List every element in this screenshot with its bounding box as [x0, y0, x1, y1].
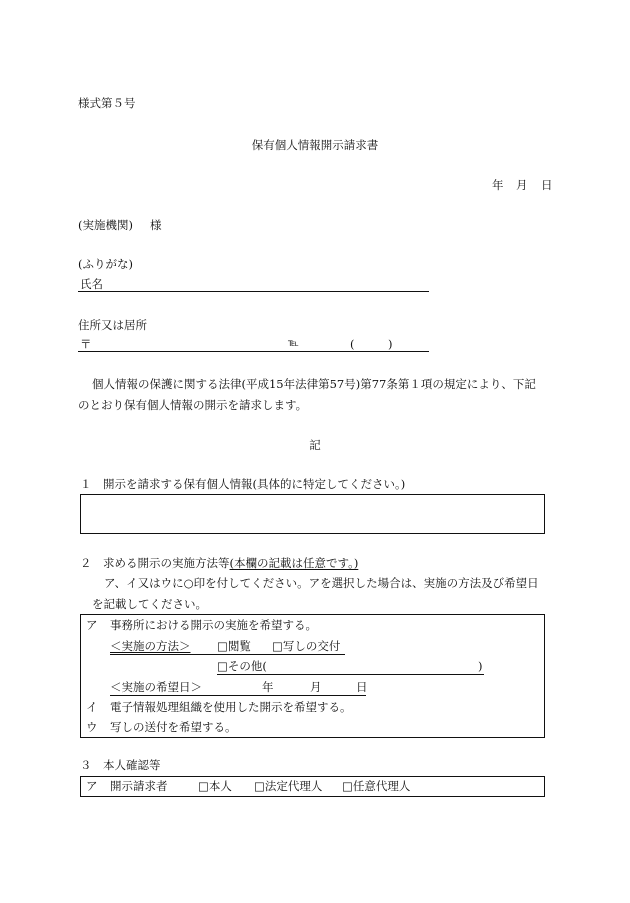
section3-heading: ３ 本人確認等 — [80, 758, 161, 772]
option-b-text: 電子情報処理組織を使用した開示を希望する。 — [110, 700, 352, 714]
name-label: 氏名 — [80, 277, 103, 291]
method-underline — [110, 654, 345, 655]
other-close-paren: ) — [478, 659, 483, 673]
option-b-marker[interactable]: イ — [86, 700, 98, 714]
method-label: ＜実施の方法＞ — [110, 639, 191, 653]
document-title: 保有個人情報開示請求書 — [251, 138, 379, 152]
desired-day-label: 日 — [356, 680, 368, 694]
section1-input-box[interactable] — [80, 494, 545, 534]
option-a-text: 事務所における開示の実施を希望する。 — [110, 618, 317, 632]
checkbox-view[interactable]: □閲覧 — [217, 639, 251, 653]
name-underline[interactable] — [78, 291, 429, 292]
desired-year-label: 年 — [262, 680, 274, 694]
section3-row-marker: ア — [86, 779, 98, 793]
option-a-marker[interactable]: ア — [86, 618, 98, 632]
checkbox-legal-representative[interactable]: □法定代理人 — [254, 779, 323, 793]
date-day-label: 日 — [541, 178, 553, 192]
furigana-label: (ふりがな) — [78, 257, 133, 271]
section2-instruction2: を記載してください。 — [92, 597, 207, 611]
desired-month-label: 月 — [310, 680, 322, 694]
section1-heading: １ 開示を請求する保有個人情報(具体的に特定してください。) — [80, 477, 406, 491]
section2-heading-main: ２ 求める開示の実施方法等 — [80, 556, 230, 570]
checkbox-self[interactable]: □本人 — [198, 779, 232, 793]
tel-paren-close: ) — [388, 337, 393, 351]
body-text-line1: 個人情報の保護に関する法律(平成15年法律第57号)第77条第１項の規定により、下記 — [92, 377, 536, 391]
addressee-agency: (実施機関) — [78, 218, 133, 232]
option-c-text: 写しの送付を希望する。 — [110, 720, 237, 734]
addressee-honorific: 様 — [150, 218, 162, 232]
date-month-label: 月 — [516, 178, 528, 192]
checkbox-other[interactable]: □その他( — [217, 659, 267, 673]
postal-mark: 〒 — [80, 337, 92, 351]
section2-instruction1: ア、イ又はウに○印を付してください。アを選択した場合は、実施の方法及び希望日 — [104, 576, 539, 590]
option-c-marker[interactable]: ウ — [86, 720, 98, 734]
tel-paren-open: ( — [350, 337, 355, 351]
form-number: 様式第５号 — [78, 96, 136, 110]
requester-label: 開示請求者 — [110, 779, 168, 793]
section2-heading-note: (本欄の記載は任意です。) — [229, 556, 359, 570]
tel-mark: ℡ — [288, 338, 299, 349]
address-underline[interactable] — [78, 351, 429, 352]
date-underline[interactable] — [110, 695, 366, 696]
ki-heading: 記 — [309, 438, 321, 452]
checkbox-copy[interactable]: □写しの交付 — [272, 639, 341, 653]
other-underline[interactable] — [217, 674, 484, 675]
section2-heading — [80, 558, 358, 570]
date-label: ＜実施の希望日＞ — [110, 680, 202, 694]
address-label: 住所又は居所 — [78, 318, 147, 332]
date-year-label: 年 — [492, 178, 504, 192]
body-text-line2: のとおり保有個人情報の開示を請求します。 — [78, 398, 308, 412]
checkbox-voluntary-representative[interactable]: □任意代理人 — [342, 779, 411, 793]
